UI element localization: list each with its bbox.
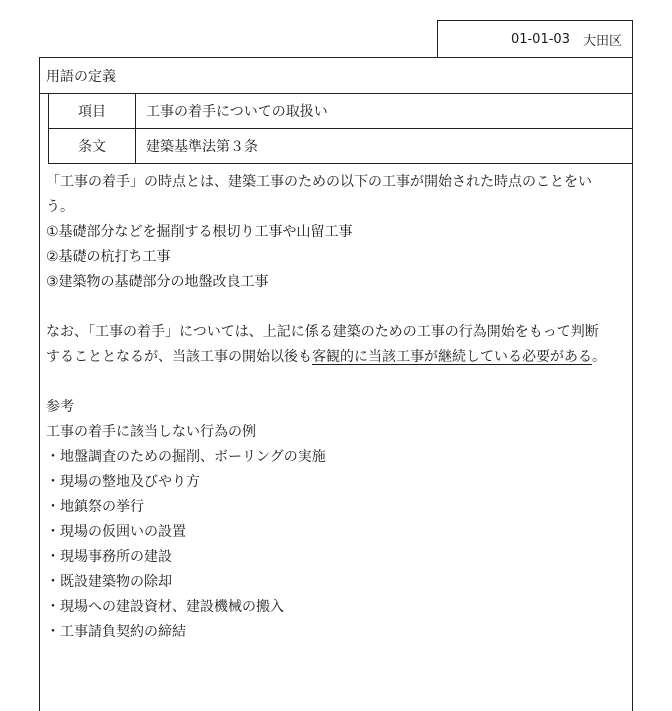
condition-item-2: ②基礎の杭打ち工事 [46, 249, 171, 265]
document-reference-box [437, 20, 633, 57]
condition-item-3: ③建築物の基礎部分の地盤改良工事 [46, 274, 269, 290]
definition-row-item [48, 94, 632, 129]
ward-name: 大田区 [582, 33, 622, 49]
reference-item: ・現場への建設資材、建設機械の搬入 [46, 599, 284, 615]
note-line-2-start: することとなるが、当該工事の開始以後も [46, 349, 312, 365]
document-code: 01-01-03 [510, 31, 570, 47]
reference-item: ・現場の仮囲いの設置 [46, 524, 186, 540]
note-line-2-end: 。 [592, 349, 606, 365]
reference-subheading: 工事の着手に該当しない行為の例 [46, 424, 256, 440]
definition-row-article [48, 129, 632, 164]
note-line-2 [46, 345, 626, 370]
item-value: 工事の着手についての取扱い [146, 104, 328, 120]
note-line-1: なお、「工事の着手」については、上記に係る建築のための工事の行為開始をもって判断 [46, 324, 599, 340]
reference-item: ・地鎮祭の挙行 [46, 499, 144, 515]
reference-heading: 参考 [46, 399, 74, 415]
intro-line-1: 「工事の着手」の時点とは、建築工事のための以下の工事が開始された時点のことをい [46, 174, 592, 190]
document-frame [39, 57, 633, 711]
item-label: 項目 [49, 94, 136, 128]
condition-item-1: ①基礎部分などを掘削する根切り工事や山留工事 [46, 224, 353, 240]
article-value: 建築基準法第３条 [146, 139, 258, 155]
document-body [40, 164, 632, 645]
reference-item: ・既設建築物の除却 [46, 574, 172, 590]
article-label: 条文 [49, 129, 136, 163]
intro-line-2: う。 [46, 199, 74, 215]
note-line-2-emphasis: 客観的に当該工事が継続している必要がある [312, 349, 592, 365]
section-title: 用語の定義 [40, 58, 632, 94]
reference-item: ・地盤調査のための掘削、ボーリングの実施 [46, 449, 326, 465]
reference-item: ・工事請負契約の締結 [46, 624, 186, 640]
reference-item: ・現場の整地及びやり方 [46, 474, 200, 490]
reference-item: ・現場事務所の建設 [46, 549, 172, 565]
